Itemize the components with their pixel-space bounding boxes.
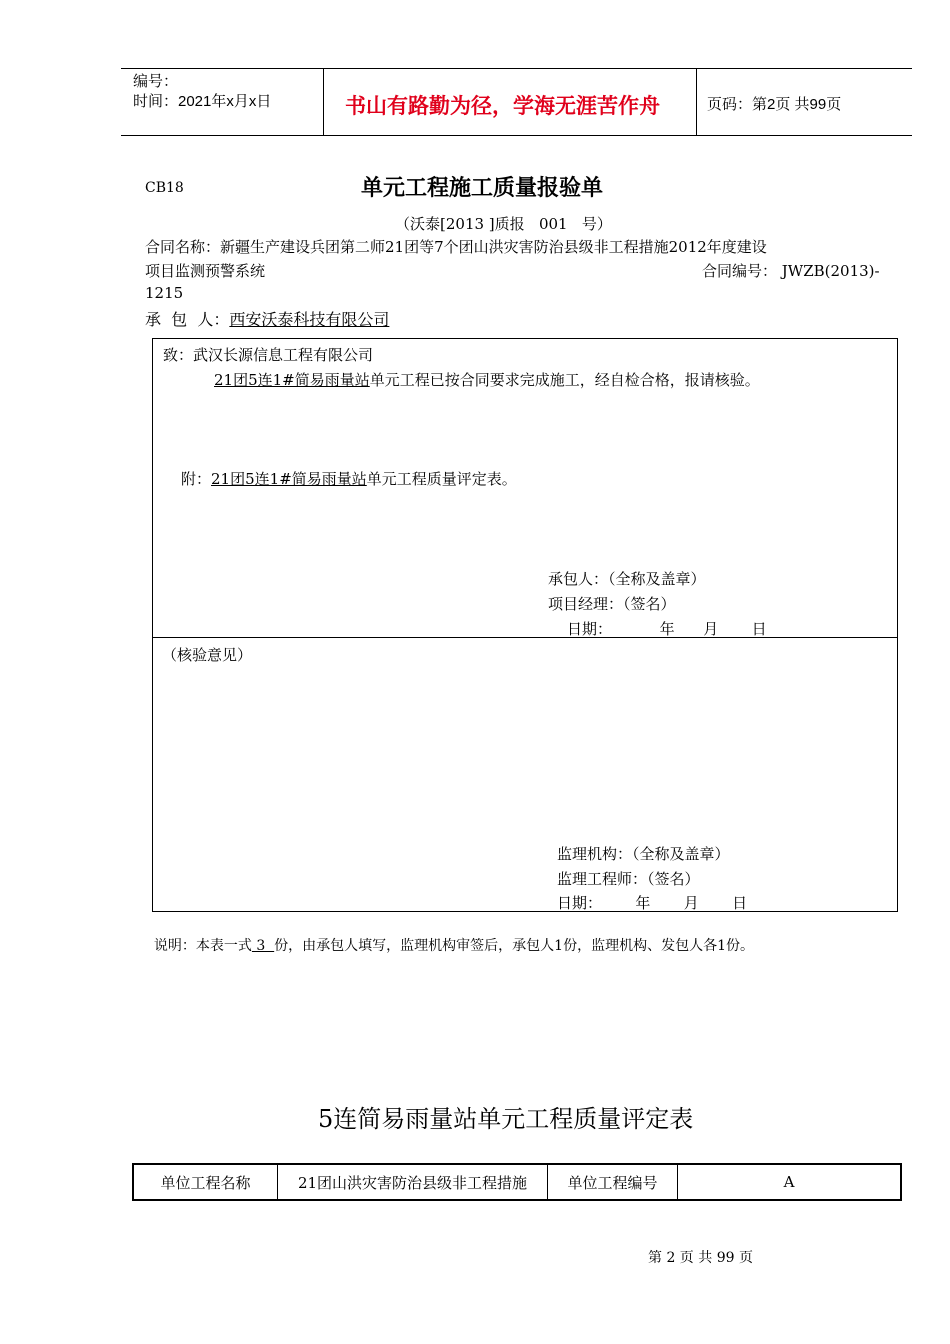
form-doc-number: （沃泰[2013 ]质报 001 号） xyxy=(395,215,612,233)
note-prefix: 说明：本表一式 xyxy=(153,938,252,954)
form-code: CB18 xyxy=(145,180,184,196)
contract-number-cont: 1215 xyxy=(145,284,184,302)
header-motto: 书山有路勤为径，学海无涯苦作舟 xyxy=(345,95,660,118)
header-bottom-rule xyxy=(121,135,912,136)
sign-contractor: 承包人：（全称及盖章） xyxy=(548,570,706,588)
unit-name-value: 21团山洪灾害防治县级非工程措施 xyxy=(278,1165,548,1199)
report-box xyxy=(152,338,898,912)
to-name: 武汉长源信息工程有限公司 xyxy=(193,346,374,364)
attach-unit: 21团5连1#简易雨量站 xyxy=(211,470,367,488)
contract-name-line2: 项目监测预警系统 xyxy=(145,262,266,280)
header-code-label: 编号： xyxy=(133,73,179,90)
sign-date: 日期： 年 月 日 xyxy=(567,620,767,638)
header-top-rule xyxy=(121,68,912,69)
note-suffix: 份，由承包人填写，监理机构审签后，承包人1份，监理机构、发包人各1份。 xyxy=(274,938,754,954)
unit-name-label: 单位工程名称 xyxy=(134,1165,278,1199)
unit-number-label: 单位工程编号 xyxy=(548,1165,678,1199)
contract-number-label: 合同编号： JWZB(2013)- xyxy=(702,262,880,280)
body-unit: 21团5连1#简易雨量站 xyxy=(214,371,370,389)
body-text: 单元工程已按合同要求完成施工，经自检合格，报请核验。 xyxy=(369,371,760,389)
header-time: 时间：2021年x月x日 xyxy=(133,93,272,110)
unit-info-table xyxy=(132,1163,902,1201)
review-opinion-label: （核验意见） xyxy=(162,646,253,664)
contractor-label: 承 包 人： xyxy=(145,310,230,329)
sign-supervisor: 监理工程师：（签名） xyxy=(557,870,700,888)
attach-label: 附： xyxy=(181,470,212,488)
page-footer: 第 2 页 共 99 页 xyxy=(648,1250,753,1266)
header-divider-left xyxy=(323,68,324,136)
contractor-name: 西安沃泰科技有限公司 xyxy=(229,310,390,329)
header-divider-right xyxy=(696,68,697,136)
form-title: 单元工程施工质量报验单 xyxy=(361,175,604,200)
sign-date-2: 日期： 年 月 日 xyxy=(557,894,748,912)
contract-name-line1: 合同名称：新疆生产建设兵团第二师21团等7个团山洪灾害防治县级非工程措施2012年度建设 xyxy=(145,238,767,256)
evaluation-title: 5连简易雨量站单元工程质量评定表 xyxy=(318,1105,694,1133)
sign-project-manager: 项目经理：（签名） xyxy=(548,595,676,613)
attach-text: 单元工程质量评定表。 xyxy=(366,470,517,488)
sign-supervisor-org: 监理机构：（全称及盖章） xyxy=(557,845,730,863)
note-copies: 3 xyxy=(251,938,275,954)
unit-number-value: A xyxy=(783,1173,795,1191)
report-box-divider xyxy=(152,637,898,638)
header-page-label: 页码：第2页 共99页 xyxy=(707,96,842,113)
to-label: 致： xyxy=(163,346,194,364)
